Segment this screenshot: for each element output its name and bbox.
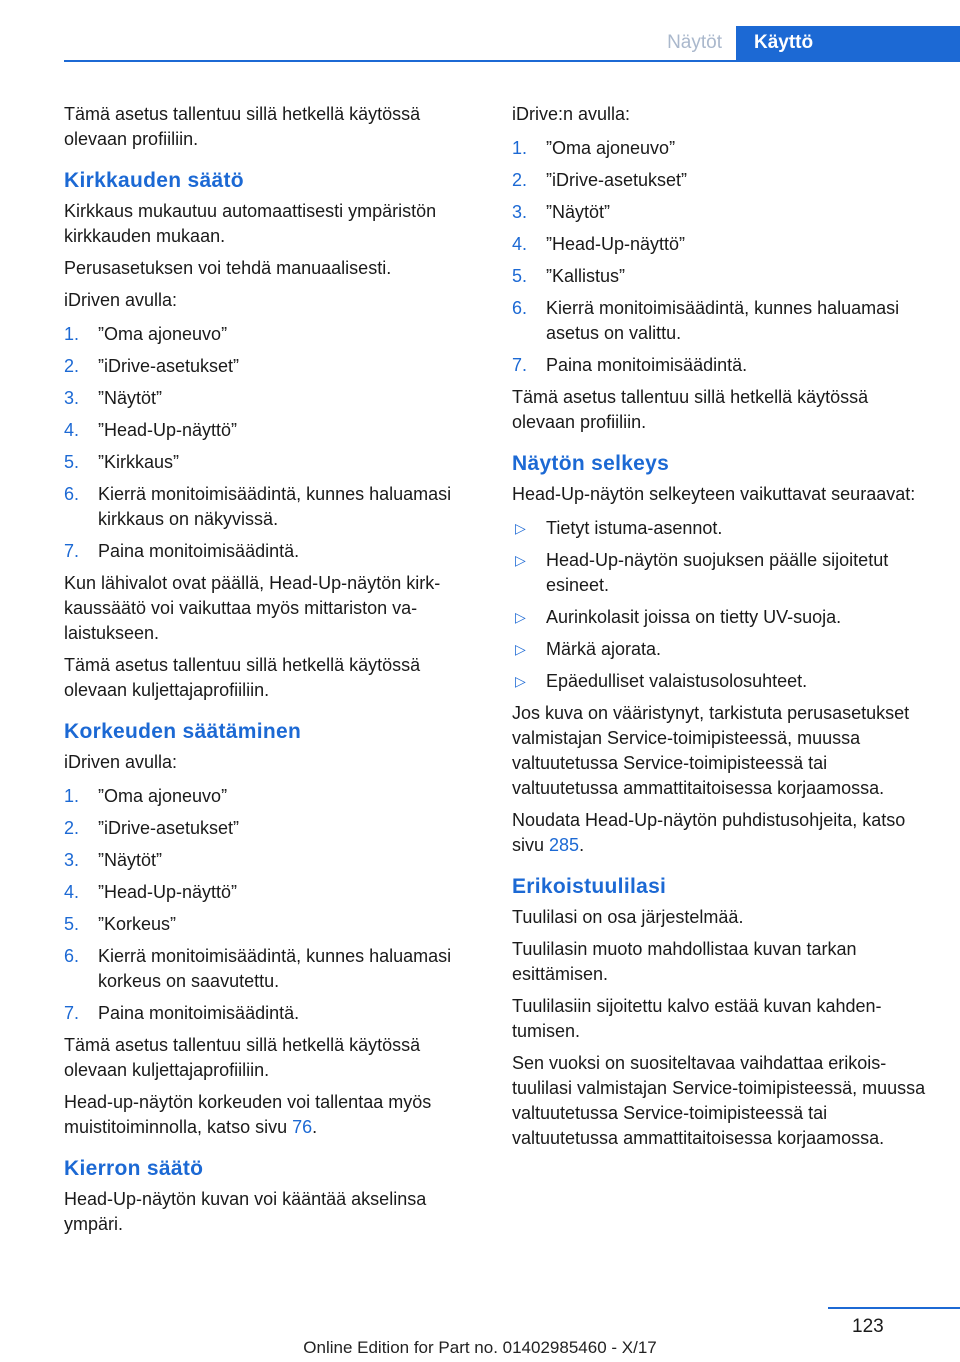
paragraph: iDriven avulla:: [64, 752, 178, 772]
step-text: ”Kallistus”: [546, 266, 626, 286]
list-item: [512, 605, 926, 630]
triangle-bullet-icon: ▷: [515, 520, 526, 536]
left-column: [64, 102, 478, 1244]
paragraph: Kun lähivalot ovat päällä, Head-Up-näytön kirkkaussäätö voi vaikuttaa myös mittariston valaistukseen.: [64, 573, 441, 643]
step-text: Paina monitoimisäädintä.: [98, 541, 300, 561]
list-item: [512, 232, 926, 257]
list-item: [512, 136, 926, 161]
steps-list-brightness: [64, 322, 478, 564]
list-item: [64, 482, 478, 532]
step-number: 7.: [64, 1003, 80, 1023]
step-number: 6.: [64, 946, 80, 966]
triangle-bullet-icon: ▷: [515, 609, 526, 625]
list-item: [64, 848, 478, 873]
step-number: 2.: [64, 356, 80, 376]
step-text: ”iDrive-asetukset”: [98, 356, 240, 376]
step-text: ”Head-Up-näyttö”: [546, 234, 686, 254]
step-text: ”Head-Up-näyttö”: [98, 882, 238, 902]
paragraph: [64, 1090, 478, 1140]
bullet-text: Tietyt istuma-asennot.: [546, 518, 723, 538]
right-column: [512, 102, 926, 1158]
paragraph-text-end: .: [312, 1117, 318, 1137]
paragraph: Tämä asetus tallentuu sillä hetkellä käytössä olevaan kuljettajaprofiiliin.: [64, 655, 421, 700]
paragraph-text: Head-up-näytön korkeuden voi tallentaa myös muistitoiminnolla, katso sivu: [64, 1092, 432, 1137]
list-item: [512, 353, 926, 378]
list-item: [512, 168, 926, 193]
step-text: ”Näytöt”: [546, 202, 611, 222]
step-text: Paina monitoimisäädintä.: [98, 1003, 300, 1023]
footer-rule: [828, 1307, 960, 1309]
paragraph: Jos kuva on vääristynyt, tarkistuta perusasetukset valmistajan Service-toimipisteessä, muussa valtuutetussa Service-toimipisteessä tai valtuutetussa ammattitaitoisessa korjaamossa.: [512, 703, 910, 798]
step-text: ”Oma ajoneuvo”: [98, 786, 228, 806]
paragraph: iDrive:n avulla:: [512, 104, 631, 124]
paragraph: Head-Up-näytön selkeyteen vaikuttavat seuraavat:: [512, 484, 916, 504]
paragraph: Tämä asetus tallentuu sillä hetkellä käytössä olevaan profiiliin.: [512, 387, 869, 432]
step-text: ”iDrive-asetukset”: [98, 818, 240, 838]
list-item: [512, 516, 926, 541]
paragraph: Tuulilasiin sijoitettu kalvo estää kuvan kahdentumisen.: [512, 996, 882, 1041]
step-text: Paina monitoimisäädintä.: [546, 355, 748, 375]
step-number: 4.: [64, 882, 80, 902]
step-number: 1.: [64, 324, 80, 344]
list-item: [512, 200, 926, 225]
step-number: 7.: [512, 355, 528, 375]
edition-footer: Online Edition for Part no. 01402985460 - X/17: [303, 1338, 657, 1357]
steps-list-height: [64, 784, 478, 1026]
step-number: 6.: [512, 298, 528, 318]
step-number: 7.: [64, 541, 80, 561]
step-text: ”Näytöt”: [98, 850, 163, 870]
step-number: 5.: [64, 452, 80, 472]
bullet-text: Head-Up-näytön suojuksen päälle sijoitetut esineet.: [546, 550, 889, 595]
paragraph: Tuulilasin muoto mahdollistaa kuvan tarkan esittämisen.: [512, 939, 857, 984]
triangle-bullet-icon: ▷: [515, 552, 526, 568]
bullet-list-clarity: [512, 516, 926, 694]
step-number: 6.: [64, 484, 80, 504]
page-link-76[interactable]: 76: [292, 1117, 313, 1137]
step-number: 2.: [64, 818, 80, 838]
page-link-285[interactable]: 285: [549, 835, 580, 855]
step-text: ”iDrive-asetukset”: [546, 170, 688, 190]
step-text: Kierrä monitoimisäädintä, kunnes haluamasi kirkkaus on näkyvissä.: [98, 484, 452, 529]
heading-height: Korkeuden säätäminen: [64, 720, 302, 743]
paragraph-text: Noudata Head-Up-näytön puhdistusohjeita, katso sivu: [512, 810, 906, 855]
tab-displays[interactable]: Näytöt: [667, 32, 722, 53]
step-number: 2.: [512, 170, 528, 190]
heading-brightness: Kirkkauden säätö: [64, 169, 244, 192]
paragraph-text-end: .: [579, 835, 585, 855]
paragraph: Sen vuoksi on suositeltavaa vaihdattaa erikoistuulilasi valmistajan Service-toimipisteessä, muussa valtuutetussa Service-toimipisteessä tai valtuutetussa ammattitaitoisessa korjaamossa.: [512, 1053, 926, 1148]
list-item: [512, 669, 926, 694]
bullet-text: Epäedulliset valaistusolosuhteet.: [546, 671, 808, 691]
step-text: ”Head-Up-näyttö”: [98, 420, 238, 440]
step-text: Kierrä monitoimisäädintä, kunnes haluamasi korkeus on saavutettu.: [98, 946, 452, 991]
step-text: ”Oma ajoneuvo”: [98, 324, 228, 344]
triangle-bullet-icon: ▷: [515, 641, 526, 657]
step-number: 1.: [64, 786, 80, 806]
list-item: [64, 539, 478, 564]
heading-clarity: Näytön selkeys: [512, 452, 670, 475]
paragraph: [512, 808, 926, 858]
list-item: [64, 418, 478, 443]
list-item: [512, 296, 926, 346]
step-number: 3.: [512, 202, 528, 222]
tab-operation[interactable]: Käyttö: [736, 26, 960, 62]
step-text: ”Kirkkaus”: [98, 452, 180, 472]
paragraph: Tuulilasi on osa järjestelmää.: [512, 907, 744, 927]
step-number: 4.: [512, 234, 528, 254]
list-item: [64, 354, 478, 379]
step-number: 3.: [64, 388, 80, 408]
list-item: [64, 322, 478, 347]
bullet-text: Märkä ajorata.: [546, 639, 662, 659]
bullet-text: Aurinkolasit joissa on tietty UV-suoja.: [546, 607, 842, 627]
heading-windshield: Erikoistuulilasi: [512, 875, 667, 898]
paragraph: Perusasetuksen voi tehdä manuaalisesti.: [64, 258, 392, 278]
list-item: [64, 386, 478, 411]
paragraph: Head-Up-näytön kuvan voi kääntää akselinsa ympäri.: [64, 1189, 427, 1234]
page-number: 123: [852, 1316, 884, 1337]
list-item: [64, 450, 478, 475]
step-text: ”Oma ajoneuvo”: [546, 138, 676, 158]
heading-rotation: Kierron säätö: [64, 1157, 204, 1180]
list-item: [64, 944, 478, 994]
paragraph: Tämä asetus tallentuu sillä hetkellä käytössä olevaan profiiliin.: [64, 104, 421, 149]
list-item: [64, 912, 478, 937]
step-number: 5.: [512, 266, 528, 286]
step-number: 4.: [64, 420, 80, 440]
step-text: Kierrä monitoimisäädintä, kunnes haluamasi asetus on valittu.: [546, 298, 900, 343]
list-item: [512, 264, 926, 289]
list-item: [64, 784, 478, 809]
step-text: ”Korkeus”: [98, 914, 177, 934]
paragraph: Kirkkaus mukautuu automaattisesti ympäristön kirkkauden mukaan.: [64, 201, 437, 246]
triangle-bullet-icon: ▷: [515, 673, 526, 689]
paragraph: Tämä asetus tallentuu sillä hetkellä käytössä olevaan kuljettajaprofiiliin.: [64, 1035, 421, 1080]
list-item: [64, 880, 478, 905]
step-number: 1.: [512, 138, 528, 158]
list-item: [64, 1001, 478, 1026]
list-item: [512, 548, 926, 598]
step-number: 5.: [64, 914, 80, 934]
steps-list-rotation: [512, 136, 926, 378]
paragraph: iDriven avulla:: [64, 290, 178, 310]
step-text: ”Näytöt”: [98, 388, 163, 408]
list-item: [512, 637, 926, 662]
step-number: 3.: [64, 850, 80, 870]
list-item: [64, 816, 478, 841]
